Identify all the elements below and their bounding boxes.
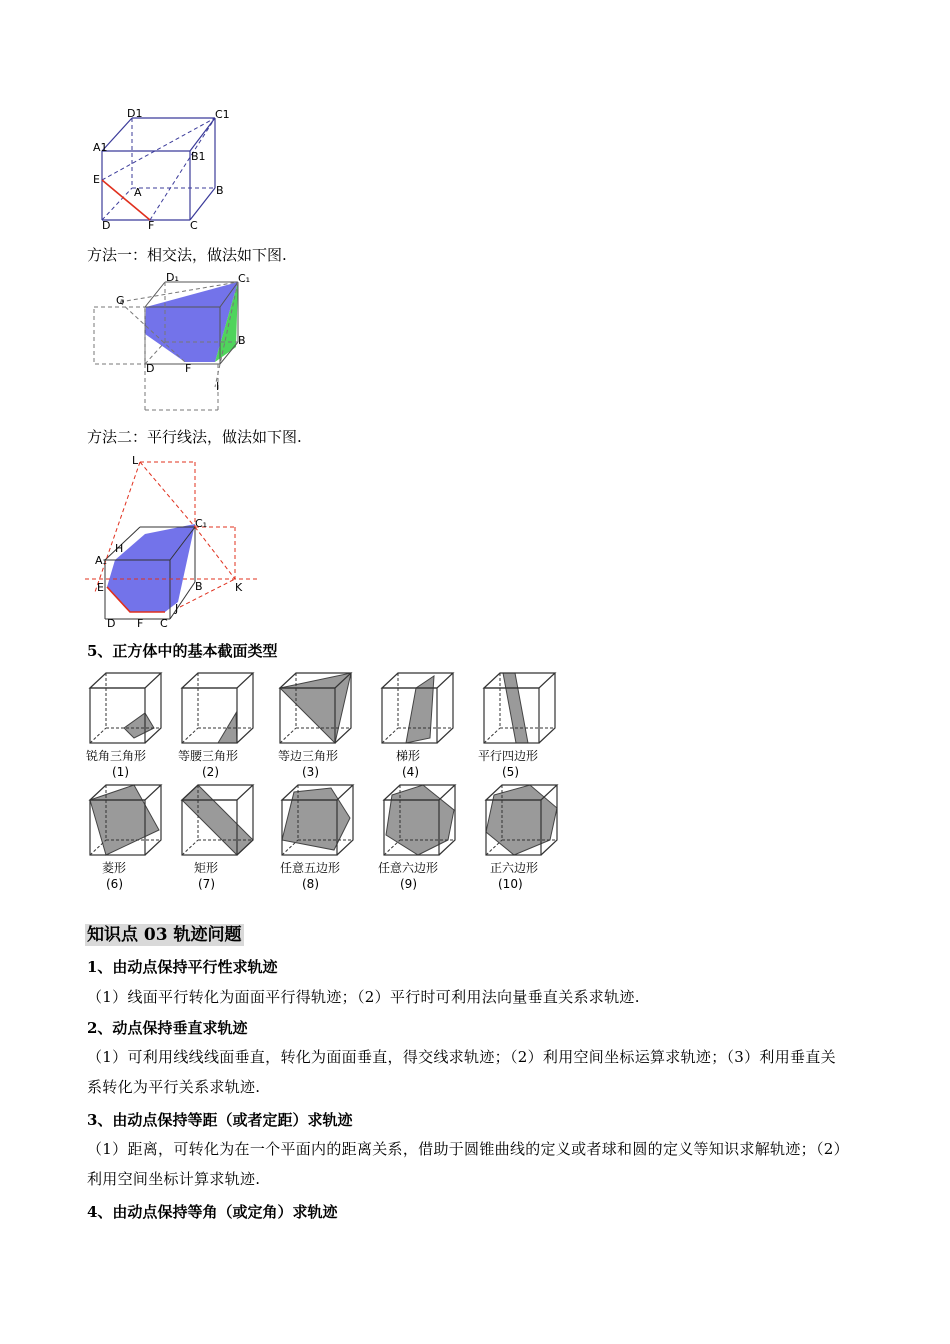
section-num-9: (9) — [400, 877, 417, 891]
section-num-4: (4) — [402, 765, 419, 779]
svg-text:I: I — [216, 380, 220, 393]
svg-text:A₁: A₁ — [95, 554, 107, 567]
label-d: D — [102, 219, 111, 230]
section-name-9: 任意六边形 — [378, 861, 439, 875]
item-3-body: （1）距离，可转化为在一个平面内的距离关系，借助于圆锥曲线的定义或者球和圆的定义等知识求解轨迹；（2）利用空间坐标计算求轨迹. — [87, 1140, 849, 1188]
item-3-heading: 3、由动点保持等距（或者定距）求轨迹 — [87, 1111, 353, 1129]
section-name-7: 矩形 — [194, 861, 219, 875]
svg-text:D: D — [107, 617, 116, 630]
cross-section-gallery — [84, 668, 564, 893]
item-1-heading: 1、由动点保持平行性求轨迹 — [87, 958, 278, 976]
svg-text:C₁: C₁ — [238, 272, 250, 285]
svg-text:F: F — [137, 617, 144, 630]
item-2-heading: 2、动点保持垂直求轨迹 — [87, 1019, 248, 1037]
section5-title: 5、正方体中的基本截面类型 — [87, 642, 278, 660]
section-num-7: (7) — [198, 877, 215, 891]
svg-text:E: E — [97, 581, 104, 594]
label-d1: D1 — [127, 108, 143, 120]
cube-figure-method-two — [85, 452, 265, 630]
svg-text:B: B — [195, 580, 203, 593]
label-b: B — [216, 184, 224, 197]
svg-text:D: D — [146, 362, 155, 375]
item-1-body: （1）线面平行转化为面面平行得轨迹；（2）平行时可利用法向量垂直关系求轨迹. — [87, 988, 640, 1006]
svg-text:L: L — [132, 454, 139, 467]
svg-text:C: C — [160, 617, 168, 630]
svg-text:B: B — [238, 334, 246, 347]
item-2-body: （1）可利用线线线面垂直，转化为面面垂直，得交线求轨迹；（2）利用空间坐标运算求轨迹；（3）利用垂直关系转化为平行关系求轨迹. — [87, 1048, 836, 1096]
section-name-10: 正六边形 — [490, 861, 539, 875]
section-num-2: (2) — [202, 765, 219, 779]
label-a1: A1 — [93, 141, 108, 154]
section-cube-4 — [382, 673, 453, 743]
section-name-4: 梯形 — [396, 749, 421, 763]
section-cube-2 — [182, 673, 253, 743]
section-num-6: (6) — [106, 877, 123, 891]
cube-figure-method-one — [90, 272, 250, 417]
section-cube-1 — [90, 673, 161, 743]
section-num-5: (5) — [502, 765, 519, 779]
label-c: C — [190, 219, 198, 230]
section-name-2: 等腰三角形 — [178, 749, 239, 763]
svg-text:H: H — [115, 542, 124, 555]
item-4-heading: 4、由动点保持等角（或定角）求轨迹 — [87, 1203, 338, 1221]
svg-text:J: J — [175, 602, 179, 615]
svg-text:K: K — [235, 581, 243, 594]
svg-text:C₁: C₁ — [195, 517, 208, 530]
section-cube-6 — [90, 785, 161, 855]
svg-text:G: G — [116, 294, 125, 307]
section-name-1: 锐角三角形 — [86, 749, 147, 763]
section-num-8: (8) — [302, 877, 319, 891]
section-name-3: 等边三角形 — [278, 749, 339, 763]
section-cube-10 — [486, 785, 557, 855]
label-f: F — [148, 219, 155, 230]
cube-figure-ef — [90, 108, 230, 230]
method-two-text: 方法二：平行线法，做法如下图. — [87, 428, 302, 446]
label-b1: B1 — [191, 150, 206, 163]
label-c1: C1 — [215, 108, 230, 121]
section-name-5: 平行四边形 — [478, 749, 539, 763]
section-num-10: (10) — [498, 877, 523, 891]
section-cube-5 — [484, 673, 555, 743]
svg-text:F: F — [185, 362, 192, 375]
section-cube-8 — [282, 785, 353, 855]
section-cube-3 — [280, 673, 351, 743]
section-name-8: 任意五边形 — [280, 861, 341, 875]
svg-text:D₁: D₁ — [166, 272, 179, 284]
label-a: A — [134, 186, 142, 199]
section-cube-7 — [182, 785, 253, 855]
knowledge-title: 知识点 03 轨迹问题 — [87, 925, 242, 945]
method-one-text: 方法一：相交法，做法如下图. — [87, 246, 287, 264]
section-num-3: (3) — [302, 765, 319, 779]
section-num-1: (1) — [112, 765, 129, 779]
label-e: E — [93, 173, 100, 186]
section-cube-9 — [384, 785, 455, 855]
section-name-6: 菱形 — [102, 861, 127, 875]
